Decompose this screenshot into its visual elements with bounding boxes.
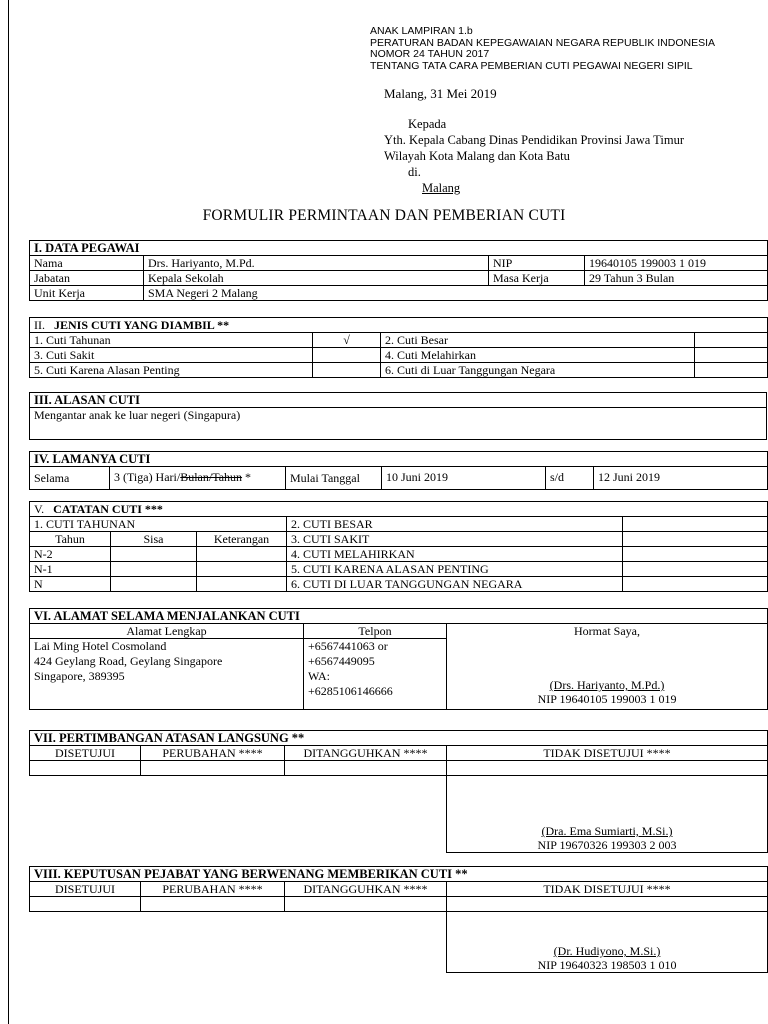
telpon-line-2: +6567449095 bbox=[308, 654, 375, 668]
kepada-label: Kepada bbox=[408, 117, 447, 131]
applicant-signature-cell bbox=[447, 624, 768, 710]
sd-label: s/d bbox=[546, 467, 594, 490]
cuti-sakit-check bbox=[313, 348, 381, 363]
header-line-1: ANAK LAMPIRAN 1.b bbox=[370, 25, 473, 37]
applicant-sign-name: (Drs. Hariyanto, M.Pd.) bbox=[549, 678, 665, 692]
section-2-number: II. bbox=[34, 318, 45, 332]
atasan-signature-cell bbox=[447, 776, 768, 853]
cuti-besar-note-value bbox=[623, 517, 768, 532]
row-n-ket bbox=[197, 577, 287, 592]
cuti-melahirkan-check bbox=[695, 348, 768, 363]
alamat-line-2: 424 Geylang Road, Geylang Singapore bbox=[34, 654, 223, 668]
cuti-tahunan-check: √ bbox=[313, 333, 381, 348]
cuti-luar-tanggungan-note: 6. CUTI DI LUAR TANGGUNGAN NEGARA bbox=[287, 577, 623, 592]
row-n1: N-1 bbox=[30, 562, 111, 577]
cuti-luar-tanggungan-check bbox=[695, 363, 768, 378]
cuti-luar-tanggungan: 6. Cuti di Luar Tanggungan Negara bbox=[381, 363, 695, 378]
atasan-perubahan-box bbox=[141, 761, 285, 776]
nip-label: NIP bbox=[489, 256, 585, 271]
telpon-line-1: +6567441063 or bbox=[308, 639, 388, 653]
col-telpon: Telpon bbox=[304, 624, 447, 639]
section-2-title: JENIS CUTI YANG DIAMBIL ** bbox=[54, 318, 230, 332]
pejabat-disetujui-box bbox=[30, 897, 141, 912]
cuti-sakit: 3. Cuti Sakit bbox=[30, 348, 313, 363]
page-left-border bbox=[8, 0, 9, 1024]
nip-value: 19640105 199003 1 019 bbox=[585, 256, 768, 271]
pejabat-sign-nip: NIP 19640323 198503 1 010 bbox=[537, 958, 677, 972]
tanggal-selesai: 12 Juni 2019 bbox=[594, 467, 768, 490]
telpon-value bbox=[304, 639, 447, 710]
atasan-disetujui-box bbox=[30, 761, 141, 776]
hormat-saya: Hormat Saya, bbox=[574, 624, 640, 638]
section-catatan-cuti bbox=[29, 501, 768, 592]
nama-value: Drs. Hariyanto, M.Pd. bbox=[144, 256, 489, 271]
telpon-line-4: +6285106146666 bbox=[308, 684, 393, 698]
row-n2-sisa bbox=[111, 547, 197, 562]
alasan-cuti-text: Mengantar anak ke luar negeri (Singapura) bbox=[30, 408, 767, 440]
mulai-tanggal-label: Mulai Tanggal bbox=[286, 467, 382, 490]
section-alamat bbox=[29, 608, 768, 710]
section-data-pegawai bbox=[29, 240, 768, 301]
section-4-heading: IV. LAMANYA CUTI bbox=[30, 452, 768, 467]
section-5-heading bbox=[30, 502, 768, 517]
durasi-value bbox=[110, 467, 286, 490]
atasan-sign-name: (Dra. Ema Sumiarti, M.Si.) bbox=[541, 824, 673, 838]
cuti-melahirkan-note-value bbox=[623, 547, 768, 562]
pejabat-disetujui: DISETUJUI bbox=[30, 882, 141, 897]
alamat-line-1: Lai Ming Hotel Cosmoland bbox=[34, 639, 167, 653]
cuti-alasan-penting: 5. Cuti Karena Alasan Penting bbox=[30, 363, 313, 378]
section-5-number: V. bbox=[34, 502, 45, 516]
tanggal-mulai: 10 Juni 2019 bbox=[382, 467, 546, 490]
row-n2-ket bbox=[197, 547, 287, 562]
section-pertimbangan-atasan bbox=[29, 730, 768, 853]
section-alasan-cuti bbox=[29, 392, 767, 440]
pejabat-sign-name: (Dr. Hudiyono, M.Si.) bbox=[553, 944, 661, 958]
cuti-besar-check bbox=[695, 333, 768, 348]
atasan-tidak-disetujui: TIDAK DISETUJUI **** bbox=[447, 746, 768, 761]
atasan-tidak-disetujui-box bbox=[447, 761, 768, 776]
cuti-alasan-penting-note: 5. CUTI KARENA ALASAN PENTING bbox=[287, 562, 623, 577]
cuti-melahirkan-note: 4. CUTI MELAHIRKAN bbox=[287, 547, 623, 562]
applicant-sign-nip: NIP 19640105 199003 1 019 bbox=[537, 692, 677, 706]
atasan-disetujui: DISETUJUI bbox=[30, 746, 141, 761]
section-7-heading: VII. PERTIMBANGAN ATASAN LANGSUNG ** bbox=[30, 731, 768, 746]
durasi-struck-units: Bulan/Tahun bbox=[180, 470, 243, 484]
section-1-heading: I. DATA PEGAWAI bbox=[30, 241, 768, 256]
cuti-besar: 2. Cuti Besar bbox=[381, 333, 695, 348]
nama-label: Nama bbox=[30, 256, 144, 271]
atasan-ditangguhkan: DITANGGUHKAN **** bbox=[285, 746, 447, 761]
cuti-besar-note: 2. CUTI BESAR bbox=[287, 517, 623, 532]
section-keputusan-pejabat bbox=[29, 866, 768, 973]
header-line-2: PERATURAN BADAN KEPEGAWAIAN NEGARA REPUBLIK INDONESIA bbox=[370, 36, 716, 49]
header-line-4: TENTANG TATA CARA PEMBERIAN CUTI PEGAWAI NEGERI SIPIL bbox=[370, 59, 693, 72]
row-n2: N-2 bbox=[30, 547, 111, 562]
section-2-heading bbox=[30, 318, 768, 333]
jabatan-label: Jabatan bbox=[30, 271, 144, 286]
recipient-line-1: Yth. Kepala Cabang Dinas Pendidikan Provinsi Jawa Timur bbox=[384, 133, 684, 147]
jabatan-value: Kepala Sekolah bbox=[144, 271, 489, 286]
row-n-sisa bbox=[111, 577, 197, 592]
alamat-line-3: Singapore, 389395 bbox=[34, 669, 125, 683]
row-n: N bbox=[30, 577, 111, 592]
atasan-sign-nip: NIP 19670326 199303 2 003 bbox=[537, 838, 677, 852]
cuti-sakit-note: 3. CUTI SAKIT bbox=[287, 532, 623, 547]
place-date: Malang, 31 Mei 2019 bbox=[384, 86, 497, 101]
pejabat-perubahan: PERUBAHAN **** bbox=[141, 882, 285, 897]
alamat-lengkap-value bbox=[30, 639, 304, 710]
recipient-city-wrap bbox=[384, 180, 684, 196]
durasi-days: 3 (Tiga) Hari/ bbox=[114, 470, 181, 484]
unit-kerja-value: SMA Negeri 2 Malang bbox=[144, 286, 768, 301]
col-alamat-lengkap: Alamat Lengkap bbox=[30, 624, 304, 639]
cuti-sakit-note-value bbox=[623, 532, 768, 547]
section-jenis-cuti bbox=[29, 317, 768, 378]
pejabat-ditangguhkan: DITANGGUHKAN **** bbox=[285, 882, 447, 897]
durasi-mark: * bbox=[242, 470, 252, 484]
section-6-heading: VI. ALAMAT SELAMA MENJALANKAN CUTI bbox=[30, 609, 768, 624]
pejabat-tidak-disetujui: TIDAK DISETUJUI **** bbox=[447, 882, 768, 897]
atasan-perubahan: PERUBAHAN **** bbox=[141, 746, 285, 761]
atasan-blank-area bbox=[30, 776, 447, 853]
col-sisa: Sisa bbox=[111, 532, 197, 547]
unit-kerja-label: Unit Kerja bbox=[30, 286, 144, 301]
selama-label: Selama bbox=[30, 467, 110, 490]
section-8-heading: VIII. KEPUTUSAN PEJABAT YANG BERWENANG MEMBERIKAN CUTI ** bbox=[30, 867, 768, 882]
signature-space bbox=[451, 638, 763, 678]
recipient-city: Malang bbox=[422, 181, 461, 195]
atasan-ditangguhkan-box bbox=[285, 761, 447, 776]
row-n1-sisa bbox=[111, 562, 197, 577]
section-lamanya-cuti bbox=[29, 451, 768, 490]
col-tahun: Tahun bbox=[30, 532, 111, 547]
row-n1-ket bbox=[197, 562, 287, 577]
masa-kerja-label: Masa Kerja bbox=[489, 271, 585, 286]
pejabat-tidak-disetujui-box bbox=[447, 897, 768, 912]
telpon-line-3: WA: bbox=[308, 669, 330, 683]
masa-kerja-value: 29 Tahun 3 Bulan bbox=[585, 271, 768, 286]
pejabat-signature-cell bbox=[447, 912, 768, 973]
recipient-line-2: Wilayah Kota Malang dan Kota Batu bbox=[384, 149, 570, 163]
form-title: FORMULIR PERMINTAAN DAN PEMBERIAN CUTI bbox=[202, 207, 566, 224]
cuti-luar-tanggungan-note-value bbox=[623, 577, 768, 592]
recipient-block bbox=[384, 116, 684, 196]
cuti-tahunan: 1. Cuti Tahunan bbox=[30, 333, 313, 348]
pejabat-perubahan-box bbox=[141, 897, 285, 912]
col-keterangan: Keterangan bbox=[197, 532, 287, 547]
section-3-heading: III. ALASAN CUTI bbox=[30, 393, 767, 408]
cuti-tahunan-note: 1. CUTI TAHUNAN bbox=[30, 517, 287, 532]
pejabat-blank-area bbox=[30, 912, 447, 973]
cuti-alasan-penting-note-value bbox=[623, 562, 768, 577]
section-5-title: CATATAN CUTI *** bbox=[53, 502, 163, 516]
cuti-alasan-penting-check bbox=[313, 363, 381, 378]
di-label: di. bbox=[408, 165, 421, 179]
header-line-3: NOMOR 24 TAHUN 2017 bbox=[370, 48, 490, 60]
regulation-header bbox=[370, 26, 715, 72]
cuti-melahirkan: 4. Cuti Melahirkan bbox=[381, 348, 695, 363]
pejabat-ditangguhkan-box bbox=[285, 897, 447, 912]
